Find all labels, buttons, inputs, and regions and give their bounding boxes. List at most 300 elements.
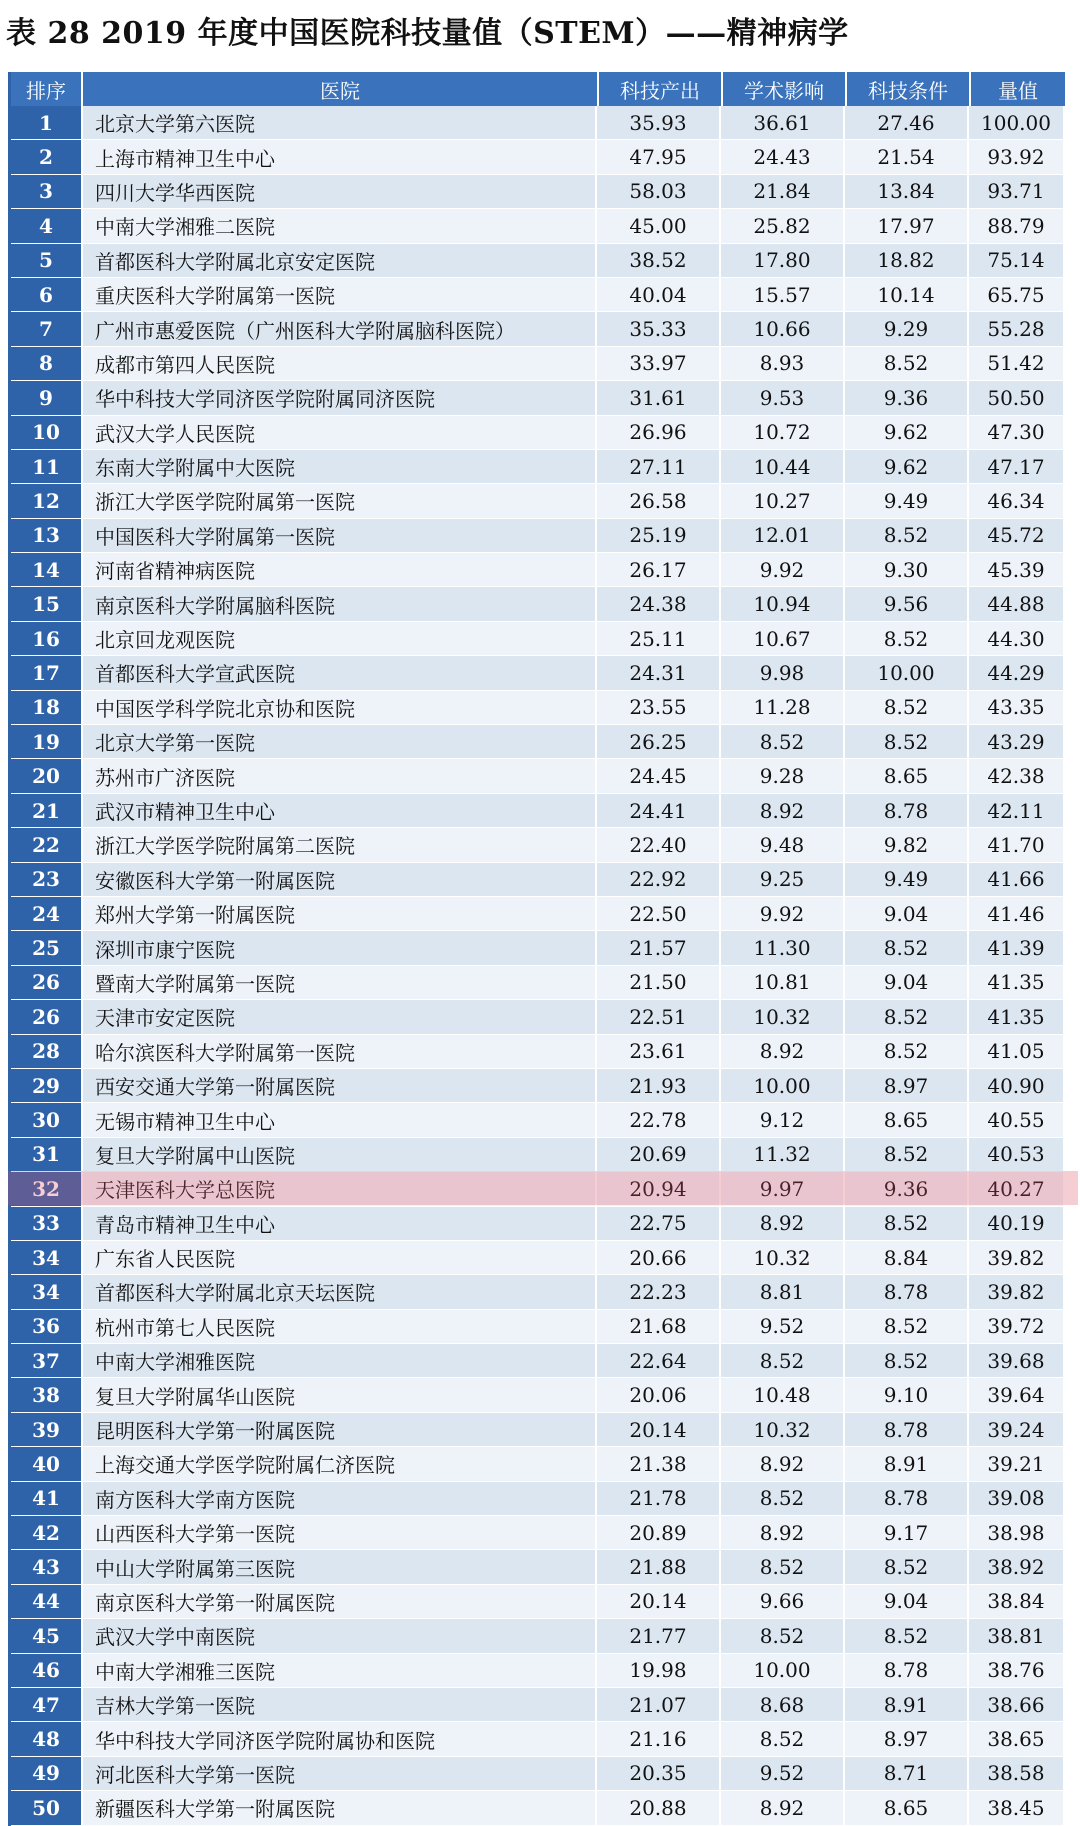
- table-row: [11, 347, 1065, 381]
- impact-cell: 15.57: [721, 278, 845, 311]
- rank-cell: 25: [11, 931, 83, 964]
- table-row: [11, 175, 1065, 209]
- rank-cell: 26: [11, 966, 83, 999]
- output-cell: 21.77: [597, 1619, 721, 1652]
- score-cell: 40.19: [969, 1207, 1063, 1240]
- table-row: [11, 1550, 1065, 1584]
- rank-cell: 3: [11, 175, 83, 208]
- conditions-cell: 8.52: [845, 931, 969, 964]
- hospital-cell: 吉林大学第一医院: [83, 1688, 597, 1721]
- table-row: [11, 794, 1065, 828]
- table-row: [11, 1619, 1065, 1653]
- output-cell: 24.45: [597, 759, 721, 792]
- output-cell: 35.33: [597, 312, 721, 345]
- output-cell: 20.14: [597, 1413, 721, 1446]
- hospital-cell: 河南省精神病医院: [83, 553, 597, 586]
- rank-cell: 20: [11, 759, 83, 792]
- table-row: [11, 966, 1065, 1000]
- hospital-cell: 浙江大学医学院附属第二医院: [83, 828, 597, 861]
- output-cell: 21.88: [597, 1550, 721, 1583]
- output-cell: 26.96: [597, 416, 721, 449]
- conditions-cell: 10.00: [845, 656, 969, 689]
- impact-cell: 10.67: [721, 622, 845, 655]
- rank-cell: 39: [11, 1413, 83, 1446]
- score-cell: 55.28: [969, 312, 1063, 345]
- table-row: [11, 1585, 1065, 1619]
- conditions-cell: 9.30: [845, 553, 969, 586]
- rank-cell: 45: [11, 1619, 83, 1652]
- ranking-table: [8, 72, 1065, 1826]
- conditions-cell: 9.62: [845, 416, 969, 449]
- hospital-cell: 杭州市第七人民医院: [83, 1310, 597, 1343]
- conditions-cell: 8.52: [845, 347, 969, 380]
- conditions-cell: 8.97: [845, 1069, 969, 1102]
- conditions-cell: 9.49: [845, 863, 969, 896]
- hospital-cell: 昆明医科大学第一附属医院: [83, 1413, 597, 1446]
- score-cell: 38.76: [969, 1654, 1063, 1687]
- conditions-cell: 13.84: [845, 175, 969, 208]
- table-row: [11, 622, 1065, 656]
- conditions-cell: 9.17: [845, 1516, 969, 1549]
- header-hospital: 医院: [83, 72, 599, 106]
- conditions-cell: 8.78: [845, 1413, 969, 1446]
- conditions-cell: 10.14: [845, 278, 969, 311]
- hospital-cell: 武汉市精神卫生中心: [83, 794, 597, 827]
- hospital-cell: 新疆医科大学第一附属医院: [83, 1791, 597, 1824]
- rank-cell: 29: [11, 1069, 83, 1102]
- rank-cell: 9: [11, 381, 83, 414]
- output-cell: 20.89: [597, 1516, 721, 1549]
- output-cell: 22.92: [597, 863, 721, 896]
- table-row: [11, 1447, 1065, 1481]
- score-cell: 41.70: [969, 828, 1063, 861]
- hospital-cell: 广州市惠爱医院（广州医科大学附属脑科医院）: [83, 312, 597, 345]
- table-row: [11, 1344, 1065, 1378]
- rank-cell: 37: [11, 1344, 83, 1377]
- hospital-cell: 郑州大学第一附属医院: [83, 897, 597, 930]
- hospital-cell: 天津医科大学总医院: [83, 1172, 597, 1205]
- output-cell: 20.35: [597, 1757, 721, 1790]
- hospital-cell: 武汉大学中南医院: [83, 1619, 597, 1652]
- output-cell: 22.40: [597, 828, 721, 861]
- conditions-cell: 8.78: [845, 1482, 969, 1515]
- conditions-cell: 8.65: [845, 1103, 969, 1136]
- impact-cell: 8.92: [721, 1207, 845, 1240]
- score-cell: 39.82: [969, 1275, 1063, 1308]
- impact-cell: 10.44: [721, 450, 845, 483]
- score-cell: 41.66: [969, 863, 1063, 896]
- score-cell: 38.84: [969, 1585, 1063, 1618]
- score-cell: 39.21: [969, 1447, 1063, 1480]
- conditions-cell: 9.04: [845, 1585, 969, 1618]
- score-cell: 93.71: [969, 175, 1063, 208]
- score-cell: 39.08: [969, 1482, 1063, 1515]
- rank-cell: 18: [11, 691, 83, 724]
- hospital-cell: 南京医科大学附属脑科医院: [83, 587, 597, 620]
- score-cell: 39.82: [969, 1241, 1063, 1274]
- conditions-cell: 9.36: [845, 381, 969, 414]
- rank-cell: 11: [11, 450, 83, 483]
- hospital-cell: 中南大学湘雅二医院: [83, 209, 597, 242]
- conditions-cell: 8.52: [845, 519, 969, 552]
- output-cell: 22.23: [597, 1275, 721, 1308]
- impact-cell: 8.92: [721, 794, 845, 827]
- score-cell: 42.11: [969, 794, 1063, 827]
- hospital-cell: 浙江大学医学院附属第一医院: [83, 484, 597, 517]
- conditions-cell: 8.52: [845, 1207, 969, 1240]
- score-cell: 40.27: [969, 1172, 1063, 1205]
- impact-cell: 10.66: [721, 312, 845, 345]
- output-cell: 25.11: [597, 622, 721, 655]
- impact-cell: 8.52: [721, 725, 845, 758]
- rank-cell: 2: [11, 140, 83, 173]
- table-row: [11, 140, 1065, 174]
- impact-cell: 10.48: [721, 1378, 845, 1411]
- score-cell: 38.98: [969, 1516, 1063, 1549]
- rank-cell: 34: [11, 1275, 83, 1308]
- rank-cell: 44: [11, 1585, 83, 1618]
- impact-cell: 8.92: [721, 1447, 845, 1480]
- output-cell: 47.95: [597, 140, 721, 173]
- output-cell: 24.38: [597, 587, 721, 620]
- score-cell: 38.58: [969, 1757, 1063, 1790]
- hospital-cell: 天津市安定医院: [83, 1000, 597, 1033]
- output-cell: 20.88: [597, 1791, 721, 1824]
- score-cell: 41.35: [969, 966, 1063, 999]
- hospital-cell: 华中科技大学同济医学院附属协和医院: [83, 1722, 597, 1755]
- output-cell: 58.03: [597, 175, 721, 208]
- header-impact: 学术影响: [723, 72, 847, 106]
- table-row: [11, 1757, 1065, 1791]
- score-cell: 39.24: [969, 1413, 1063, 1446]
- score-cell: 47.17: [969, 450, 1063, 483]
- conditions-cell: 8.91: [845, 1688, 969, 1721]
- hospital-cell: 复旦大学附属华山医院: [83, 1378, 597, 1411]
- output-cell: 33.97: [597, 347, 721, 380]
- output-cell: 21.07: [597, 1688, 721, 1721]
- hospital-cell: 北京回龙观医院: [83, 622, 597, 655]
- hospital-cell: 东南大学附属中大医院: [83, 450, 597, 483]
- conditions-cell: 8.52: [845, 1344, 969, 1377]
- table-row: [11, 1688, 1065, 1722]
- output-cell: 21.78: [597, 1482, 721, 1515]
- output-cell: 20.06: [597, 1378, 721, 1411]
- impact-cell: 8.52: [721, 1482, 845, 1515]
- hospital-cell: 河北医科大学第一医院: [83, 1757, 597, 1790]
- conditions-cell: 8.78: [845, 794, 969, 827]
- impact-cell: 8.92: [721, 1035, 845, 1068]
- impact-cell: 9.92: [721, 897, 845, 930]
- rank-cell: 46: [11, 1654, 83, 1687]
- header-output: 科技产出: [599, 72, 723, 106]
- output-cell: 22.50: [597, 897, 721, 930]
- rank-cell: 40: [11, 1447, 83, 1480]
- table-row: [11, 1069, 1065, 1103]
- hospital-cell: 无锡市精神卫生中心: [83, 1103, 597, 1136]
- score-cell: 44.88: [969, 587, 1063, 620]
- table-header: [11, 72, 1065, 106]
- score-cell: 75.14: [969, 244, 1063, 277]
- conditions-cell: 9.62: [845, 450, 969, 483]
- conditions-cell: 8.97: [845, 1722, 969, 1755]
- score-cell: 41.39: [969, 931, 1063, 964]
- conditions-cell: 8.52: [845, 1035, 969, 1068]
- table-row: [11, 1000, 1065, 1034]
- output-cell: 22.75: [597, 1207, 721, 1240]
- score-cell: 41.46: [969, 897, 1063, 930]
- score-cell: 93.92: [969, 140, 1063, 173]
- impact-cell: 10.00: [721, 1654, 845, 1687]
- impact-cell: 8.92: [721, 1791, 845, 1824]
- conditions-cell: 8.52: [845, 1619, 969, 1652]
- impact-cell: 9.92: [721, 553, 845, 586]
- table-row: [11, 691, 1065, 725]
- rank-cell: 14: [11, 553, 83, 586]
- rank-cell: 5: [11, 244, 83, 277]
- rank-cell: 30: [11, 1103, 83, 1136]
- hospital-cell: 南京医科大学第一附属医院: [83, 1585, 597, 1618]
- impact-cell: 9.53: [721, 381, 845, 414]
- output-cell: 38.52: [597, 244, 721, 277]
- rank-cell: 32: [11, 1172, 83, 1205]
- hospital-cell: 中山大学附属第三医院: [83, 1550, 597, 1583]
- output-cell: 21.93: [597, 1069, 721, 1102]
- score-cell: 100.00: [969, 106, 1063, 139]
- impact-cell: 17.80: [721, 244, 845, 277]
- conditions-cell: 8.91: [845, 1447, 969, 1480]
- table-row: [11, 1103, 1065, 1137]
- hospital-cell: 暨南大学附属第一医院: [83, 966, 597, 999]
- impact-cell: 9.52: [721, 1310, 845, 1343]
- impact-cell: 10.00: [721, 1069, 845, 1102]
- conditions-cell: 8.78: [845, 1654, 969, 1687]
- score-cell: 43.35: [969, 691, 1063, 724]
- impact-cell: 10.72: [721, 416, 845, 449]
- conditions-cell: 21.54: [845, 140, 969, 173]
- table-row: [11, 1035, 1065, 1069]
- rank-cell: 19: [11, 725, 83, 758]
- output-cell: 22.64: [597, 1344, 721, 1377]
- rank-cell: 21: [11, 794, 83, 827]
- impact-cell: 8.68: [721, 1688, 845, 1721]
- rank-cell: 31: [11, 1138, 83, 1171]
- rank-cell: 23: [11, 863, 83, 896]
- rank-cell: 8: [11, 347, 83, 380]
- table-row: [11, 312, 1065, 346]
- hospital-cell: 北京大学第六医院: [83, 106, 597, 139]
- conditions-cell: 8.52: [845, 1550, 969, 1583]
- score-cell: 41.05: [969, 1035, 1063, 1068]
- conditions-cell: 8.52: [845, 1000, 969, 1033]
- table-row: [11, 1516, 1065, 1550]
- hospital-cell: 北京大学第一医院: [83, 725, 597, 758]
- score-cell: 43.29: [969, 725, 1063, 758]
- rank-cell: 13: [11, 519, 83, 552]
- score-cell: 65.75: [969, 278, 1063, 311]
- score-cell: 88.79: [969, 209, 1063, 242]
- hospital-cell: 四川大学华西医院: [83, 175, 597, 208]
- table-row: [11, 897, 1065, 931]
- rank-cell: 34: [11, 1241, 83, 1274]
- impact-cell: 10.32: [721, 1413, 845, 1446]
- table-row: [11, 519, 1065, 553]
- impact-cell: 8.52: [721, 1722, 845, 1755]
- impact-cell: 25.82: [721, 209, 845, 242]
- output-cell: 35.93: [597, 106, 721, 139]
- output-cell: 45.00: [597, 209, 721, 242]
- rank-cell: 41: [11, 1482, 83, 1515]
- score-cell: 44.30: [969, 622, 1063, 655]
- impact-cell: 8.92: [721, 1516, 845, 1549]
- table-row: [11, 416, 1065, 450]
- output-cell: 19.98: [597, 1654, 721, 1687]
- output-cell: 21.68: [597, 1310, 721, 1343]
- hospital-cell: 成都市第四人民医院: [83, 347, 597, 380]
- output-cell: 22.78: [597, 1103, 721, 1136]
- conditions-cell: 8.52: [845, 725, 969, 758]
- hospital-cell: 武汉大学人民医院: [83, 416, 597, 449]
- impact-cell: 21.84: [721, 175, 845, 208]
- rank-cell: 6: [11, 278, 83, 311]
- table-row: [11, 278, 1065, 312]
- hospital-cell: 首都医科大学附属北京安定医院: [83, 244, 597, 277]
- impact-cell: 9.28: [721, 759, 845, 792]
- table-row: [11, 484, 1065, 518]
- score-cell: 38.45: [969, 1791, 1063, 1824]
- rank-cell: 43: [11, 1550, 83, 1583]
- conditions-cell: 9.10: [845, 1378, 969, 1411]
- impact-cell: 9.12: [721, 1103, 845, 1136]
- score-cell: 44.29: [969, 656, 1063, 689]
- conditions-cell: 8.52: [845, 622, 969, 655]
- score-cell: 45.72: [969, 519, 1063, 552]
- conditions-cell: 8.78: [845, 1275, 969, 1308]
- rank-cell: 28: [11, 1035, 83, 1068]
- conditions-cell: 9.29: [845, 312, 969, 345]
- rank-cell: 10: [11, 416, 83, 449]
- table-row: [11, 828, 1065, 862]
- impact-cell: 11.28: [721, 691, 845, 724]
- impact-cell: 10.32: [721, 1000, 845, 1033]
- impact-cell: 11.32: [721, 1138, 845, 1171]
- conditions-cell: 8.52: [845, 1310, 969, 1343]
- hospital-cell: 广东省人民医院: [83, 1241, 597, 1274]
- rank-cell: 7: [11, 312, 83, 345]
- rank-cell: 4: [11, 209, 83, 242]
- impact-cell: 10.27: [721, 484, 845, 517]
- table-row: [11, 759, 1065, 793]
- output-cell: 21.16: [597, 1722, 721, 1755]
- score-cell: 39.72: [969, 1310, 1063, 1343]
- output-cell: 40.04: [597, 278, 721, 311]
- score-cell: 42.38: [969, 759, 1063, 792]
- table-row: [11, 1207, 1065, 1241]
- hospital-cell: 中南大学湘雅医院: [83, 1344, 597, 1377]
- rank-cell: 24: [11, 897, 83, 930]
- rank-cell: 26: [11, 1000, 83, 1033]
- hospital-cell: 上海市精神卫生中心: [83, 140, 597, 173]
- score-cell: 38.65: [969, 1722, 1063, 1755]
- hospital-cell: 上海交通大学医学院附属仁济医院: [83, 1447, 597, 1480]
- conditions-cell: 8.65: [845, 1791, 969, 1824]
- impact-cell: 8.52: [721, 1550, 845, 1583]
- table-row: [11, 209, 1065, 243]
- hospital-cell: 西安交通大学第一附属医院: [83, 1069, 597, 1102]
- conditions-cell: 8.84: [845, 1241, 969, 1274]
- table-row: [11, 244, 1065, 278]
- output-cell: 20.69: [597, 1138, 721, 1171]
- output-cell: 24.41: [597, 794, 721, 827]
- conditions-cell: 9.49: [845, 484, 969, 517]
- conditions-cell: 9.04: [845, 897, 969, 930]
- rank-cell: 33: [11, 1207, 83, 1240]
- output-cell: 26.25: [597, 725, 721, 758]
- output-cell: 25.19: [597, 519, 721, 552]
- hospital-cell: 中国医科大学附属第一医院: [83, 519, 597, 552]
- table-row: [11, 1310, 1065, 1344]
- rank-cell: 48: [11, 1722, 83, 1755]
- score-cell: 39.68: [969, 1344, 1063, 1377]
- score-cell: 41.35: [969, 1000, 1063, 1033]
- table-row: [11, 1275, 1065, 1309]
- impact-cell: 8.52: [721, 1344, 845, 1377]
- score-cell: 51.42: [969, 347, 1063, 380]
- impact-cell: 11.30: [721, 931, 845, 964]
- header-conditions: 科技条件: [847, 72, 971, 106]
- score-cell: 38.66: [969, 1688, 1063, 1721]
- output-cell: 21.38: [597, 1447, 721, 1480]
- table-row: [11, 1791, 1065, 1825]
- impact-cell: 8.81: [721, 1275, 845, 1308]
- output-cell: 21.50: [597, 966, 721, 999]
- conditions-cell: 9.82: [845, 828, 969, 861]
- table-row: [11, 1482, 1065, 1516]
- impact-cell: 8.52: [721, 1619, 845, 1652]
- score-cell: 45.39: [969, 553, 1063, 586]
- hospital-cell: 中国医学科学院北京协和医院: [83, 691, 597, 724]
- score-cell: 40.55: [969, 1103, 1063, 1136]
- hospital-cell: 复旦大学附属中山医院: [83, 1138, 597, 1171]
- hospital-cell: 安徽医科大学第一附属医院: [83, 863, 597, 896]
- rank-cell: 38: [11, 1378, 83, 1411]
- table-row: [11, 656, 1065, 690]
- hospital-cell: 华中科技大学同济医学院附属同济医院: [83, 381, 597, 414]
- impact-cell: 9.52: [721, 1757, 845, 1790]
- table-row: [11, 1172, 1065, 1206]
- impact-cell: 24.43: [721, 140, 845, 173]
- impact-cell: 10.81: [721, 966, 845, 999]
- rank-cell: 47: [11, 1688, 83, 1721]
- hospital-cell: 山西医科大学第一医院: [83, 1516, 597, 1549]
- conditions-cell: 9.36: [845, 1172, 969, 1205]
- hospital-cell: 苏州市广济医院: [83, 759, 597, 792]
- score-cell: 50.50: [969, 381, 1063, 414]
- output-cell: 20.94: [597, 1172, 721, 1205]
- rank-cell: 49: [11, 1757, 83, 1790]
- impact-cell: 9.98: [721, 656, 845, 689]
- output-cell: 24.31: [597, 656, 721, 689]
- header-rank: 排序: [11, 72, 83, 106]
- score-cell: 47.30: [969, 416, 1063, 449]
- table-row: [11, 1722, 1065, 1756]
- hospital-cell: 首都医科大学附属北京天坛医院: [83, 1275, 597, 1308]
- header-score: 量值: [998, 78, 1038, 103]
- impact-cell: 12.01: [721, 519, 845, 552]
- impact-cell: 9.48: [721, 828, 845, 861]
- hospital-cell: 中南大学湘雅三医院: [83, 1654, 597, 1687]
- score-cell: 40.53: [969, 1138, 1063, 1171]
- table-row: [11, 1378, 1065, 1412]
